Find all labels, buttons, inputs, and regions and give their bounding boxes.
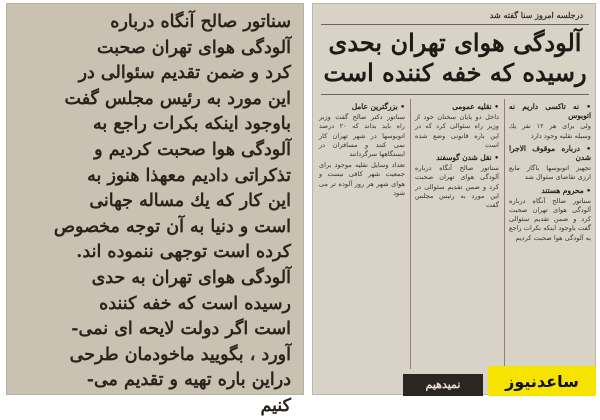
- text-line: کرده است توجهی ننموده اند.: [76, 242, 291, 263]
- column-subhead: • نه تاکسی داریم نه اتوبوس: [509, 102, 591, 121]
- text-line: کرد و ضمن تقدیم سئوالی در: [78, 63, 291, 84]
- left-clipping-text: [23, 10, 291, 420]
- text-line: باوجود اینکه بکرات راجع به: [93, 114, 291, 135]
- divider: [321, 24, 589, 25]
- text-line: تذکراتی دادیم معهذا هنوز به: [87, 165, 291, 186]
- text-line: این مورد به رئیس مجلس گفت: [64, 88, 291, 109]
- text-line: آلودگی هوای تهران صحبت: [97, 37, 291, 58]
- column-separator: [504, 99, 505, 369]
- column-paragraph: داخل دو پایان سخنان خود از وزیر راه سئوالی کرد که در این باره قانونی وضع شده است: [415, 113, 499, 149]
- column-separator: [410, 99, 411, 369]
- column-paragraph: ولی برای هر ١٢ نفر یك وسیله نقلیه وجود دارد: [509, 122, 591, 140]
- text-line: دراین باره تهیه و تقدیم می-: [86, 370, 291, 391]
- article-column-left: [319, 99, 405, 369]
- text-line: است اگر دولت لایحه ای نمی-: [71, 319, 291, 340]
- text-line: سناتور صالح آنگاه درباره: [110, 12, 291, 32]
- site-logo: ساعدنیوز: [488, 366, 596, 396]
- column-paragraph: سناتور صالح آنگاه درباره آلودگی هوای تهران صحبت کرد و ضمن تقدیم سئوالی گفت باوجود اینکه بکرات راجع به آلودگی هوا صحبت کردیم: [509, 196, 591, 242]
- article-kicker: درجلسه امروز سنا گفته شد: [489, 10, 583, 20]
- left-clipping: [6, 3, 304, 416]
- article-headline: [319, 28, 591, 88]
- text-line: رسیده است که خفه کننده: [99, 293, 291, 314]
- headline-line-2: رسیده که خفه کننده است: [323, 58, 587, 87]
- column-paragraph: تعداد وسایل نقلیه موجود برای جمعیت شهر کافی نیست و هوای شهر هر روز آلوده تر می شود: [319, 161, 405, 197]
- column-paragraph: سناتور دکتر صالح گفت وزیر راه باید بداند که ٢٠ درصد اتوبوسها در شهر تهران کار نمی کنند و مسافران در ایستگاهها سرگردانند: [319, 113, 405, 159]
- column-paragraph: سناتور صالح آنگاه درباره آلودگی هوای تهران صحبت کرد و ضمن تقدیم سئوالی در این مورد به رئیس مجلس گفت: [415, 164, 499, 210]
- column-subhead: • نقل شدن گوسفند: [436, 153, 499, 163]
- column-subhead: • بزرگترین عامل: [351, 102, 405, 111]
- text-line: آلودگی هوا صحبت کردیم و: [94, 139, 291, 160]
- text-line: است و دنیا به آن توجه مخصوص: [53, 216, 291, 237]
- article-column-right: [509, 99, 591, 389]
- text-line: کنیم: [260, 395, 291, 416]
- column-paragraph: تجهیز اتوبوسها باگاز مایع ارزی تقاضای سئوال شد: [509, 164, 591, 182]
- column-subhead: • محروم هستند: [541, 185, 591, 195]
- column-subhead: • نقلیه عمومی: [452, 102, 499, 111]
- text-line: آورد ، بگویید ماخودمان طرحی: [69, 344, 291, 365]
- divider: [321, 94, 589, 95]
- text-line: این کار که یك مساله جهانی: [89, 191, 291, 212]
- column-subhead: • درباره موقوف الاجرا شدن: [509, 143, 591, 163]
- headline-line-1: آلودگی هوای تهران بحدی: [328, 28, 582, 57]
- right-clipping: [312, 3, 596, 395]
- text-line: آلودگی هوای تهران به حدی: [91, 267, 291, 288]
- footer-strip: نمیدهیم: [403, 374, 483, 396]
- article-column-middle: [415, 99, 499, 369]
